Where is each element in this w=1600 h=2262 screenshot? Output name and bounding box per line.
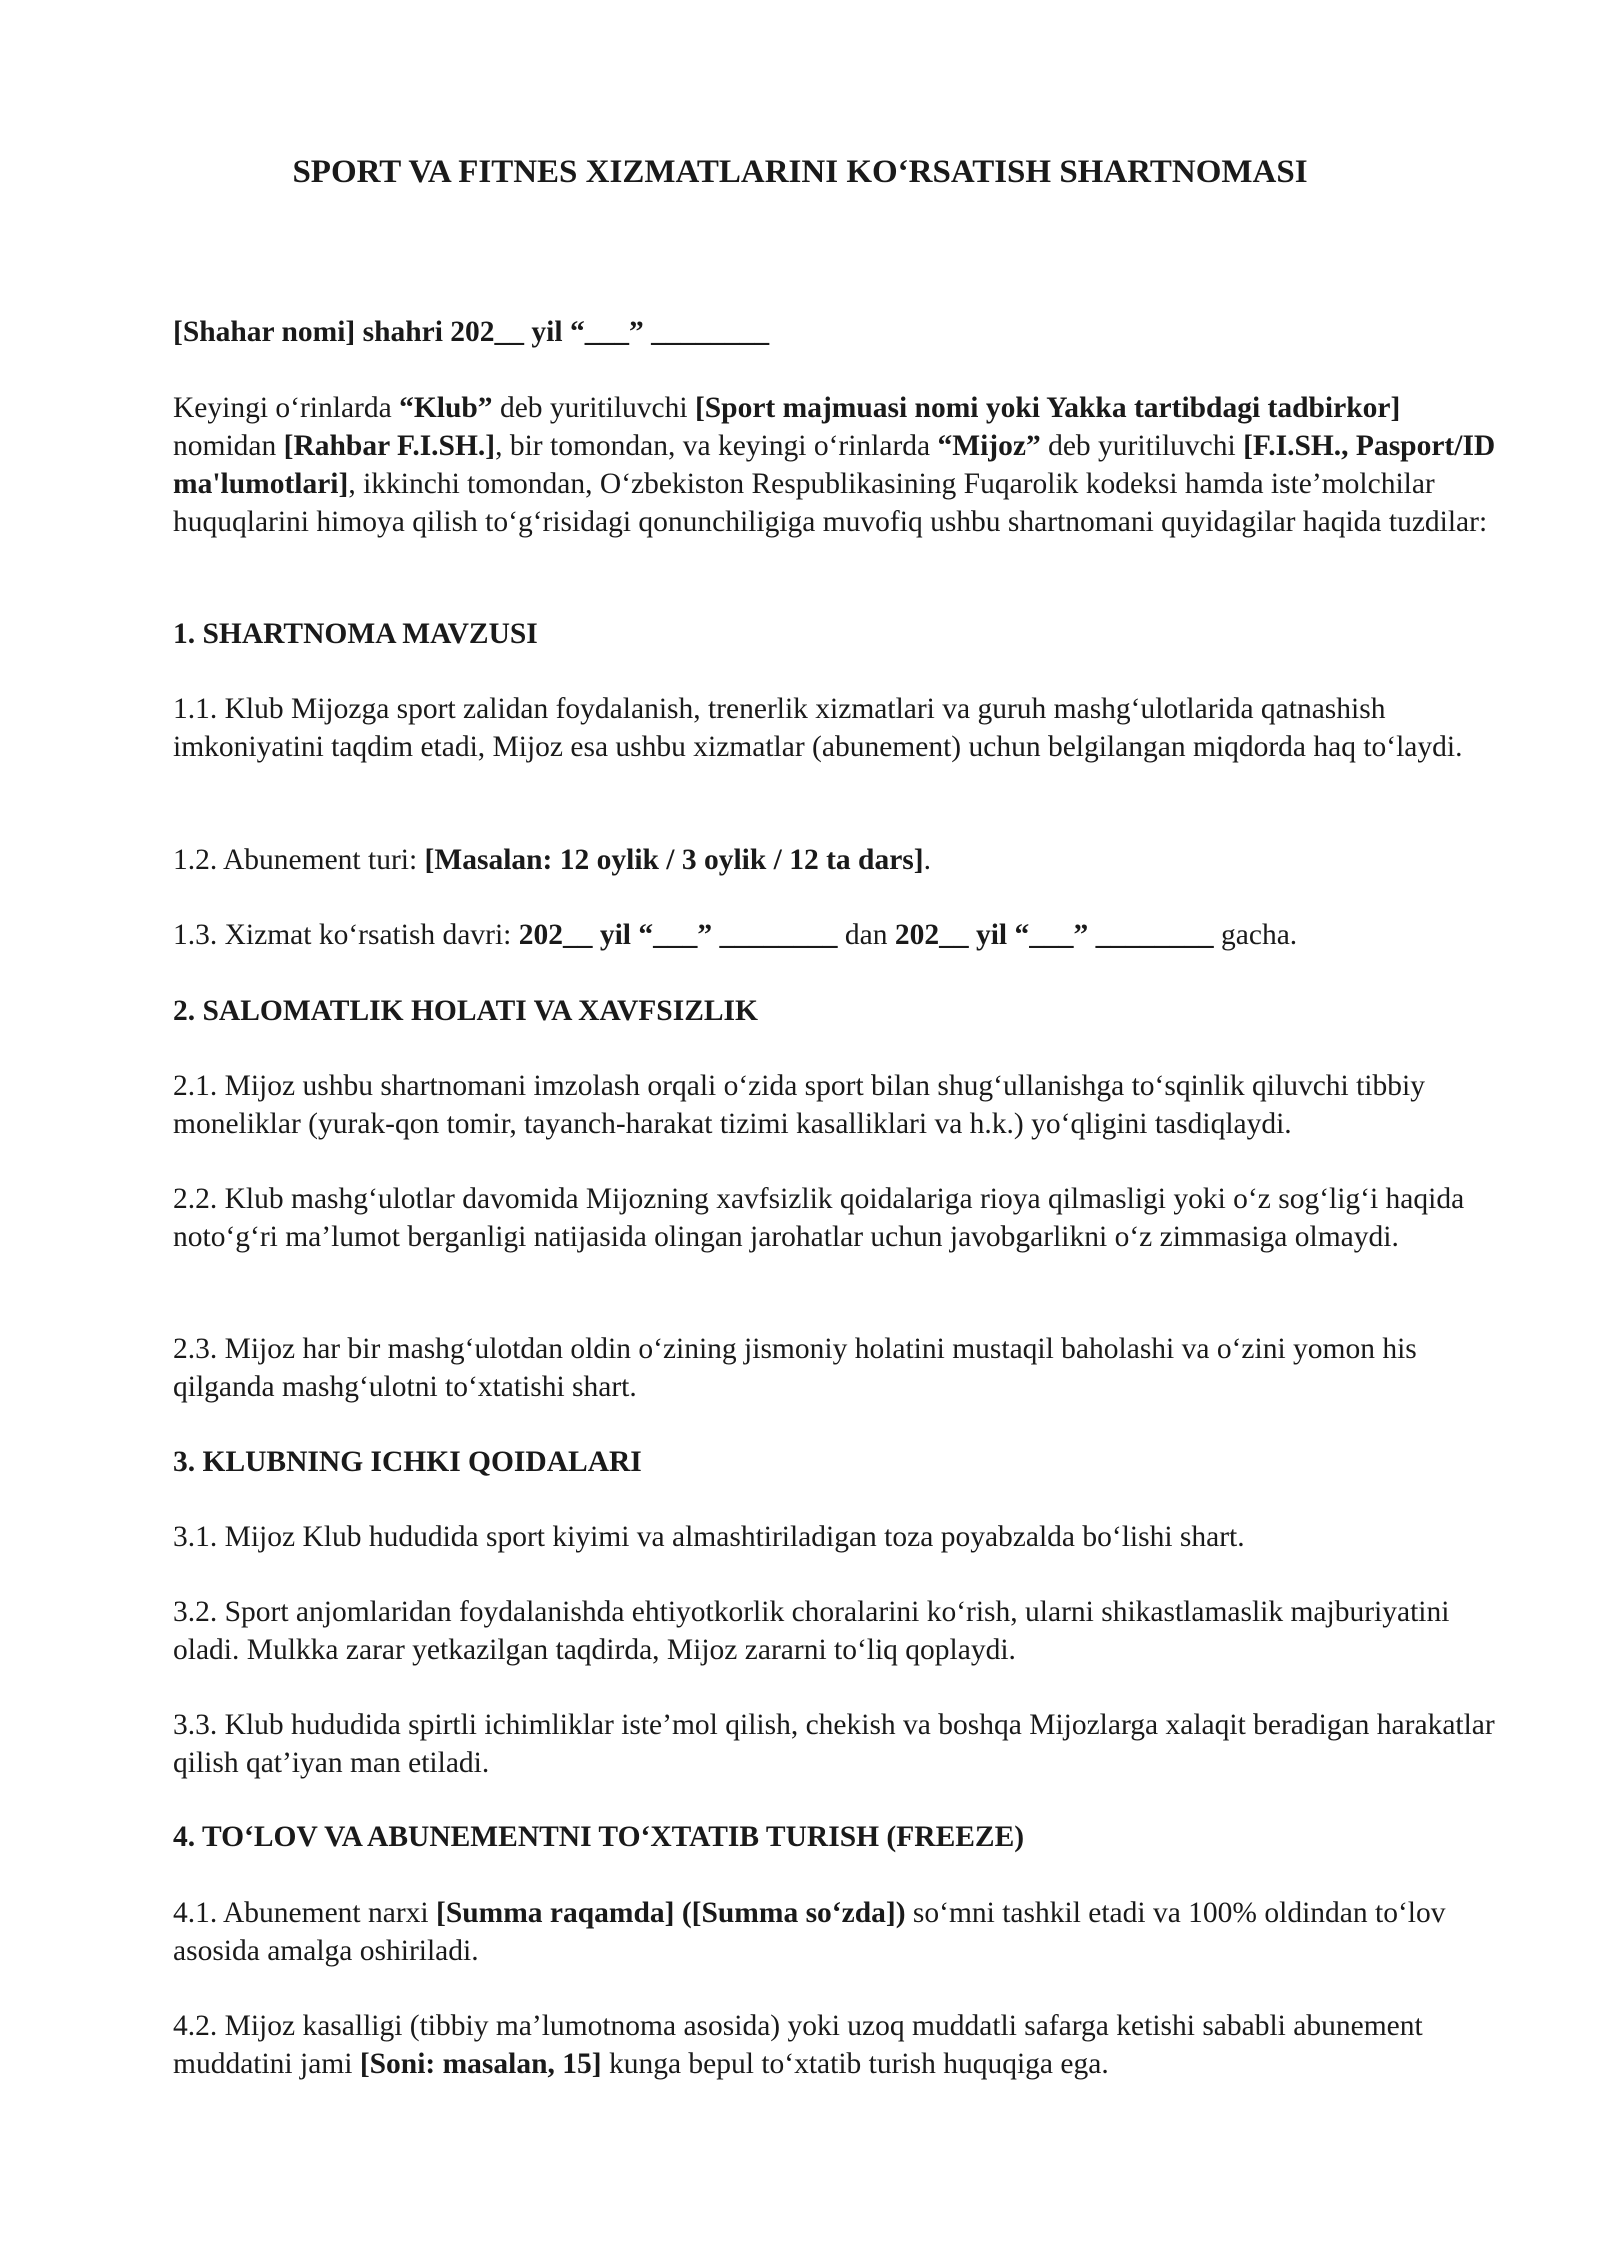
text-run: nomidan	[173, 430, 284, 462]
paragraph-4-2	[173, 2007, 1503, 2083]
bold-text-run: [Soni: masalan, 15]	[359, 2048, 602, 2080]
text-run: gacha.	[1213, 919, 1298, 951]
text-run: 4.1. Abunement narxi	[173, 1897, 436, 1929]
paragraph-1-1: 1.1. Klub Mijozga sport zalidan foydalanish, trenerlik xizmatlari va guruh mashg‘ulotlarida qatnashish imkoniyatini taqdim etadi, Mijoz esa ushbu xizmatlar (abunement) uchun belgilangan miqdorda haq to‘laydi.	[173, 693, 1463, 763]
paragraph-3-2: 3.2. Sport anjomlaridan foydalanishda ehtiyotkorlik choralarini ko‘rish, ularni shikastlamaslik majburiyatini oladi. Mulkka zarar yetkazilgan taqdirda, Mijoz zararni to‘liq qoplaydi.	[173, 1596, 1450, 1666]
text-run: .	[923, 844, 931, 876]
text-run: , bir tomondan, va keyingi o‘rinlarda	[495, 430, 938, 462]
bold-text-run: [F.I.SH., Pasport/ID ma'lumotlari]	[173, 430, 1496, 500]
text-run: deb yuritiluvchi	[1040, 430, 1244, 462]
text-run: 1.3. Xizmat ko‘rsatish davri:	[173, 919, 519, 951]
paragraph-1-2	[173, 841, 1503, 879]
text-run: kunga bepul to‘xtatib turish huquqiga ega.	[601, 2048, 1109, 2080]
paragraph-1-3	[173, 916, 1503, 954]
section-heading-3: 3. KLUBNING ICHKI QOIDALARI	[173, 1446, 642, 1478]
text-run: 4.2. Mijoz kasalligi (tibbiy ma’lumotnoma asosida) yoki uzoq muddatli safarga ketishi sababli abunement muddatini jami	[173, 2010, 1423, 2080]
paragraph-2-2: 2.2. Klub mashg‘ulotlar davomida Mijozning xavfsizlik qoidalariga rioya qilmasligi yoki o‘z sog‘lig‘i haqida noto‘g‘ri ma’lumot berganligi natijasida olingan jarohatlar uchun javobgarlikni o‘z zimmasiga olmaydi.	[173, 1183, 1465, 1253]
bold-text-run: 202__ yil “___” ________	[518, 919, 838, 951]
section-heading-1: 1. SHARTNOMA MAVZUSI	[173, 618, 538, 650]
text-run: 1.2. Abunement turi:	[173, 844, 425, 876]
paragraph-2-1: 2.1. Mijoz ushbu shartnomani imzolash orqali o‘zida sport bilan shug‘ullanishga to‘sqinlik qiluvchi tibbiy moneliklar (yurak-qon tomir, tayanch-harakat tizimi kasalliklari va h.k.) yo‘qligini tasdiqlaydi.	[173, 1070, 1425, 1140]
section-heading-2: 2. SALOMATLIK HOLATI VA XAVFSIZLIK	[173, 995, 758, 1027]
section-heading-4: 4. TO‘LOV VA ABUNEMENTNI TO‘XTATIB TURISH (FREEZE)	[173, 1821, 1025, 1853]
bold-text-run: “Mijoz”	[937, 430, 1041, 462]
text-run: dan	[837, 919, 895, 951]
bold-text-run: [Rahbar F.I.SH.]	[283, 430, 496, 462]
paragraph-3-3: 3.3. Klub hududida spirtli ichimliklar iste’mol qilish, chekish va boshqa Mijozlarga xalaqit beradigan harakatlar qilish qat’iyan man etiladi.	[173, 1709, 1495, 1779]
bold-text-run: 202__ yil “___” ________	[894, 919, 1214, 951]
bold-text-run: “Klub”	[399, 392, 493, 424]
intro-paragraph	[173, 389, 1503, 541]
text-run: deb yuritiluvchi	[492, 392, 695, 424]
bold-text-run: [Masalan: 12 oylik / 3 oylik / 12 ta dars]	[424, 844, 924, 876]
dateline: [Shahar nomi] shahri 202__ yil “___” ________	[173, 316, 770, 348]
text-run: , ikkinchi tomondan, O‘zbekiston Respublikasining Fuqarolik kodeksi hamda iste’molchilar huquqlarini himoya qilish to‘g‘risidagi qonunchiligiga muvofiq ushbu shartnomani quyidagilar haqida tuzdilar:	[173, 468, 1488, 538]
document-title: SPORT VA FITNES XIZMATLARINI KO‘RSATISH SHARTNOMASI	[292, 154, 1308, 190]
text-run: Keyingi o‘rinlarda	[173, 392, 400, 424]
bold-text-run: [Sport majmuasi nomi yoki Yakka tartibdagi tadbirkor]	[694, 392, 1401, 424]
text-run: so‘mni tashkil etadi va 100% oldindan to‘lov asosida amalga oshiriladi.	[173, 1897, 1446, 1967]
bold-text-run: [Summa raqamda] ([Summa so‘zda])	[436, 1897, 906, 1929]
paragraph-2-3: 2.3. Mijoz har bir mashg‘ulotdan oldin o‘zining jismoniy holatini mustaqil baholashi va o‘zini yomon his qilganda mashg‘ulotni to‘xtatishi shart.	[173, 1333, 1417, 1403]
paragraph-4-1	[173, 1894, 1503, 1970]
paragraph-3-1: 3.1. Mijoz Klub hududida sport kiyimi va almashtiriladigan toza poyabzalda bo‘lishi shart.	[173, 1521, 1245, 1553]
